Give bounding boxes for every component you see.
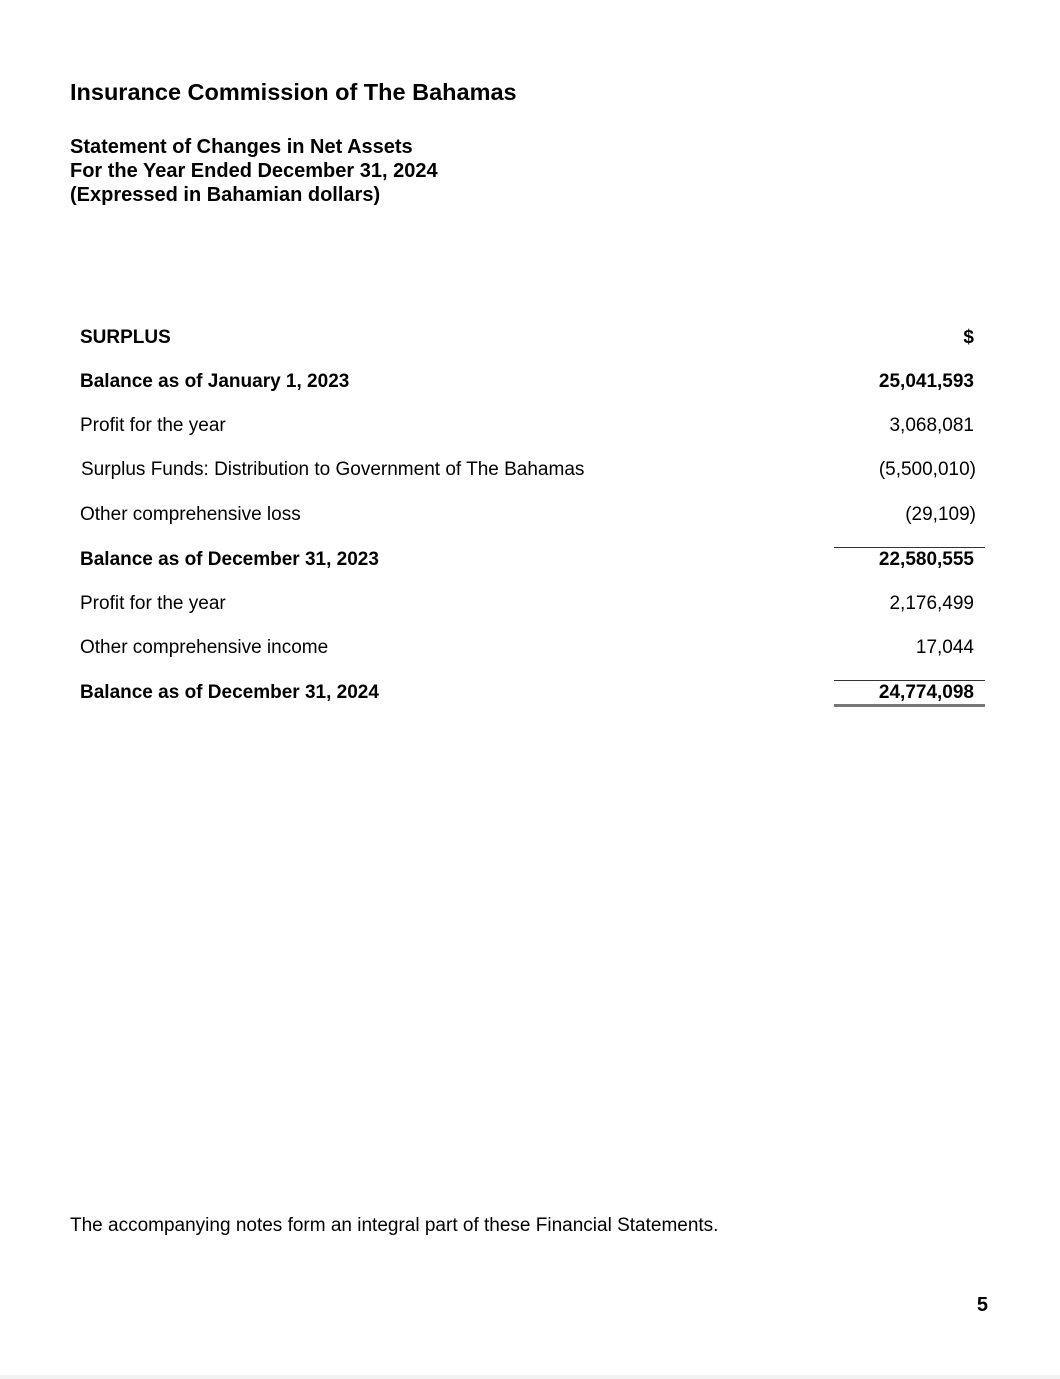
row-amount: 22,580,555 bbox=[878, 549, 974, 570]
table-row bbox=[80, 411, 985, 441]
row-label: Surplus Funds: Distribution to Government of The Bahamas bbox=[81, 459, 585, 480]
statement-header bbox=[70, 135, 438, 207]
row-label: Balance as of December 31, 2024 bbox=[80, 682, 379, 703]
page-number: 5 bbox=[976, 1294, 988, 1316]
table-row bbox=[80, 455, 985, 485]
table-row bbox=[80, 500, 985, 530]
table-row bbox=[80, 367, 985, 397]
table-row bbox=[80, 633, 985, 663]
row-amount: 17,044 bbox=[915, 637, 974, 658]
currency-note: (Expressed in Bahamian dollars) bbox=[70, 184, 381, 206]
table-row bbox=[80, 545, 985, 575]
row-amount: 25,041,593 bbox=[878, 371, 974, 392]
currency-symbol: $ bbox=[963, 327, 974, 348]
row-label: Profit for the year bbox=[80, 593, 226, 614]
row-label: Balance as of January 1, 2023 bbox=[80, 371, 350, 392]
row-amount: (29,109) bbox=[905, 504, 976, 525]
section-label: SURPLUS bbox=[80, 327, 171, 348]
statement-title: Statement of Changes in Net Assets bbox=[70, 136, 413, 158]
footnote: The accompanying notes form an integral part of these Financial Statements. bbox=[70, 1215, 719, 1236]
row-amount: (5,500,010) bbox=[878, 459, 976, 480]
page-edge bbox=[0, 1375, 1060, 1379]
row-label: Other comprehensive loss bbox=[80, 504, 301, 525]
total-bottom-rule bbox=[834, 704, 985, 707]
row-amount: 2,176,499 bbox=[889, 593, 974, 614]
organization-title: Insurance Commission of The Bahamas bbox=[70, 79, 517, 105]
row-label: Other comprehensive income bbox=[80, 637, 329, 658]
row-label: Balance as of December 31, 2023 bbox=[80, 549, 379, 570]
row-label: Profit for the year bbox=[80, 415, 226, 436]
row-amount: 3,068,081 bbox=[889, 415, 974, 436]
section-header-row bbox=[80, 323, 985, 353]
statement-period: For the Year Ended December 31, 2024 bbox=[70, 160, 438, 182]
table-row bbox=[80, 589, 985, 619]
row-amount: 24,774,098 bbox=[878, 682, 974, 703]
